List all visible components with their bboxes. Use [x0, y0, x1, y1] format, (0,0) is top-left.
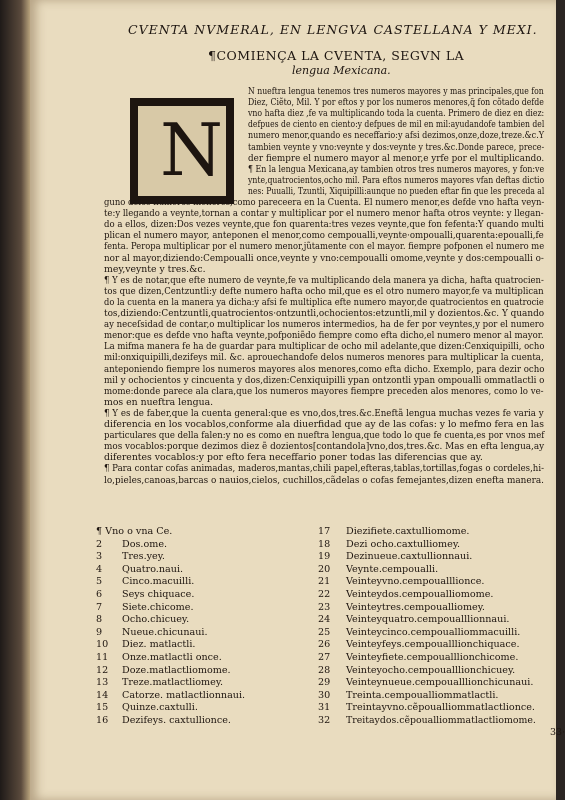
number-entry: Dos.ome. [122, 538, 168, 550]
text-line: La mifma manera fe ha de guardar para multiplicar de ocho mil adelante,que dizen:Cenxiquipilli, ocho [104, 341, 545, 353]
number-entry: Ocho.chicuey. [122, 614, 190, 626]
number-label: 18 [318, 538, 331, 550]
number-label: 5 [96, 576, 103, 588]
number-label: 10 [96, 639, 109, 651]
text-line: ynte,quatrocientos,ocho mil. Para eftos numeros mayores vfan deftas dictio [248, 174, 545, 186]
text-line: ¶ En la lengua Mexicana,ay tambien otros tres numeros mayores, y fon:ve [248, 163, 545, 175]
number-label: 30 [318, 689, 331, 701]
text-line: nor al mayor,diziendo:Cempoualli once,veynte y vno:cempoualli omome,veynte y dos:cempoualli o- [104, 252, 544, 264]
text-line: defpues de ciento en ciento:y defpues de mil en mil:ayudandofe tambien del [248, 119, 545, 131]
number-entry: Nueue.chicunaui. [122, 626, 208, 638]
number-entry: Seys chiquace. [122, 589, 195, 600]
text-line: nes: Puualli, Tzuntli, Xiquipilli:aunque no pueden eftar fin que les preceda al [248, 185, 545, 197]
text-line: te:y llegando a veynte,tornan a contar y multiplicar por el numero menor hafta otros veynte: y llegan- [104, 208, 544, 220]
number-label: 7 [96, 601, 103, 613]
number-entry: Treitaydos.cẽpoualliommatlactliomome. [346, 715, 536, 726]
number-label: 24 [318, 614, 331, 626]
number-label: 26 [318, 639, 331, 651]
text-line: mil:onxiquipilli,dezifeys mil. &c. aprouechandofe delos numeros menores para multiplicar la cuenta, [104, 352, 544, 364]
number-label: 3 [96, 551, 103, 563]
text-line: ay neceſsidad de contar,o multiplicar los numeros intermedios, ha de fer por veyntes,y por el numero [104, 319, 545, 331]
text-line: tambien veynte y vno:veynte y dos:veynte y tres.&c.Donde parece, prece- [248, 141, 545, 153]
number-label: 13 [96, 677, 109, 689]
number-entry: Catorze. matlactlionnaui. [122, 689, 246, 701]
text-line: ¶ Y es de faber,que la cuenta general:que es vno,dos,tres.&c.Eneftã lengua muchas vezes fe varia y [104, 407, 544, 419]
number-entry: Doze.matlactliomome. [122, 664, 231, 676]
number-label: 27 [318, 652, 331, 663]
number-entry: Veinteynueue.cempoualllionchicunaui. [346, 677, 534, 689]
book-page [30, 0, 565, 800]
text-line: Diez, Ciẽto, Mil. Y por eftos y por los numeros menores,q̃ fon cõtado defde [248, 97, 544, 109]
text-line: tos que dizen,Centzuntli:y defte numero hafta ocho mil,que es el otro numero mayor,fe va multiplican [104, 285, 544, 297]
number-entry: Veinteyfiete.cempoualllionchicome. [346, 652, 519, 663]
text-line: vno hafta diez ,fe va multiplicando toda la cuenta. Primero de diez en diez: [248, 108, 545, 120]
text-line: der fiempre el numero mayor al menor,e yrfe por el multiplicando. [248, 152, 545, 164]
number-label: 9 [96, 626, 103, 638]
number-label: 12 [96, 664, 109, 676]
page-signature: 33· [550, 727, 565, 738]
text-line: tos,diziendo:Centzuntli,quatrocientos·ontzuntli,ochocientos:etzuntli,mil y dozientos.&c. Y quando [104, 308, 545, 319]
number-label: 14 [96, 689, 109, 701]
text-line: mome:donde parece ala clara,que los numeros mayores fiempre preceden alos menores, como lo ve- [104, 385, 544, 397]
decorated-initial [130, 98, 234, 204]
number-label: 8 [96, 614, 103, 626]
text-line: mil y ochocientos y cincuenta y dos,dizen:Cenxiquipilli ypan ontzontli ypan ompoualli ommatlactli o [104, 374, 545, 386]
text-line: menor:que es defde vno hafta veynte,pofponiẽdo fiempre como efta dicho,el numero menor al mayor. [104, 330, 544, 342]
number-entry: ¶ Vno o vna Ce. [96, 526, 173, 537]
number-entry: Veinteyocho.cempoualllionchicuey. [346, 664, 516, 676]
number-label: 6 [96, 589, 103, 600]
text-line: mos vocablos:porque dezimos diez ẽ dozientos[contandola]vno,dos,tres.&c. Mas en efta lengua,ay [104, 441, 545, 453]
text-line: ¶ Para contar cofas animadas, maderos,mantas,chili papel,efteras,tablas,tortillas,fogas o cordeles,hi- [104, 463, 544, 475]
text-line: particulares que della falen:y no es como en nueftra lengua,que todo lo que fe cuenta,es por vnos mef [104, 430, 545, 442]
running-head: CVENTA NVMERAL, EN LENGVA CASTELLANA Y MEXI. [128, 22, 538, 37]
number-entry: Quinze.caxtulli. [122, 702, 198, 714]
number-entry: Diezifiete.caxtulliomome. [346, 526, 470, 537]
number-entry: Treintayvno.cẽpoualliommatlactlionce. [346, 702, 535, 714]
text-line: do a ellos, dizen:Dos vezes veynte,que fon quarenta:tres vezes veynte,que fon fefenta:Y quando multi [104, 219, 544, 231]
number-entry: Siete.chicome. [122, 601, 194, 613]
book-binding [0, 0, 30, 800]
text-line: diferentes vocablos:y por efto fera neceffario poner todas las diferencias que ay. [104, 452, 483, 464]
number-entry: Treinta.cempoualliommatlactli. [346, 689, 499, 701]
number-entry: Veinteydos.cempoualliomome. [346, 589, 494, 600]
number-entry: Quatro.naui. [122, 563, 184, 575]
number-entry: Dezi ocho.caxtulliomey. [346, 538, 461, 550]
number-entry: Veinteycinco.cempoualliommacuilli. [346, 626, 521, 638]
text-line: mos en nueftra lengua. [104, 396, 214, 408]
number-entry: Veinteyvno.cempoualllionce. [346, 576, 485, 588]
number-label: 23 [318, 601, 331, 613]
number-label: 19 [318, 551, 331, 563]
number-entry: Veynte.cempoualli. [346, 563, 439, 575]
number-entry: Tres.yey. [122, 551, 165, 563]
number-label: 2 [96, 538, 103, 550]
text-line: do la cuenta en la manera ya dicha:y afsi fe multiplica efte numero mayor,de quatrocientos en quatrocie [104, 296, 544, 308]
number-label: 11 [96, 652, 109, 663]
text-line: mey,veynte y tres.&c. [104, 263, 206, 275]
number-entry: Veinteyquatro.cempoualllionnaui. [346, 614, 510, 626]
text-line: N nueftra lengua tenemos tres numeros mayores y mas principales,que fon [248, 86, 544, 97]
number-label: 20 [318, 563, 331, 575]
number-entry: Dezifeys. caxtullionce. [122, 715, 231, 726]
initial-letter: N [160, 108, 223, 192]
number-label: 16 [96, 715, 109, 726]
text-line: plican el numero mayor, anteponen el menor,como cempoualli,veynte·ompoualli,quarenta:epoualli,fe [104, 230, 544, 242]
text-line: guno delos numeros menores,como pareceera en la Cuenta. El numero menor,es defde vno hafta veyn- [104, 197, 545, 208]
text-line: numero menor,quando es neceffario:y afsi dezimos,onze,doze,treze.&c.Y [248, 130, 545, 142]
section-subtitle: lengua Mexicana. [292, 64, 391, 77]
number-label: 22 [318, 589, 331, 600]
text-line: lo,pieles,canoas,barcas o nauios,cielos, cuchillos,cãdelas o cofas femejantes,dizen enefta manera. [104, 474, 544, 486]
text-line: fenta. Peropa multiplicar por el numero menor,jũtamente con el mayor. fiempre pofponen el numero me [104, 241, 545, 253]
number-label: 31 [318, 702, 331, 714]
number-label: 28 [318, 664, 331, 676]
number-entry: Treze.matlactliomey. [122, 677, 224, 689]
text-line: diferencia en los vocablos,conforme ala diuerfidad que ay de las cofas: y lo mefmo fera en las [104, 419, 545, 430]
number-entry: Diez. matlactli. [122, 639, 196, 651]
number-entry: Onze.matlactli once. [122, 652, 222, 663]
number-label: 4 [96, 563, 103, 575]
number-entry: Dezinueue.caxtullionnaui. [346, 551, 473, 563]
text-line: ¶ Y es de notar,que efte numero de veynte,fe va multiplicando dela manera ya dicha, hafta quatrocien- [104, 274, 544, 286]
number-label: 15 [96, 702, 109, 714]
number-label: 29 [318, 677, 331, 689]
number-label: 17 [318, 526, 331, 537]
text-line: anteponiendo fiempre los numeros mayores alos menores,como efta dicho. Exemplo, para dezir ocho [104, 363, 545, 375]
number-entry: Cinco.macuilli. [122, 576, 195, 588]
number-label: 25 [318, 626, 331, 638]
number-entry: Veinteytres.cempoualliomey. [346, 601, 485, 613]
number-entry: Veinteyfeys.cempoualllionchiquace. [346, 639, 520, 651]
section-title: ¶COMIENÇA LA CVENTA, SEGVN LA [208, 48, 465, 63]
number-label: 32 [318, 715, 331, 726]
number-label: 21 [318, 576, 331, 588]
